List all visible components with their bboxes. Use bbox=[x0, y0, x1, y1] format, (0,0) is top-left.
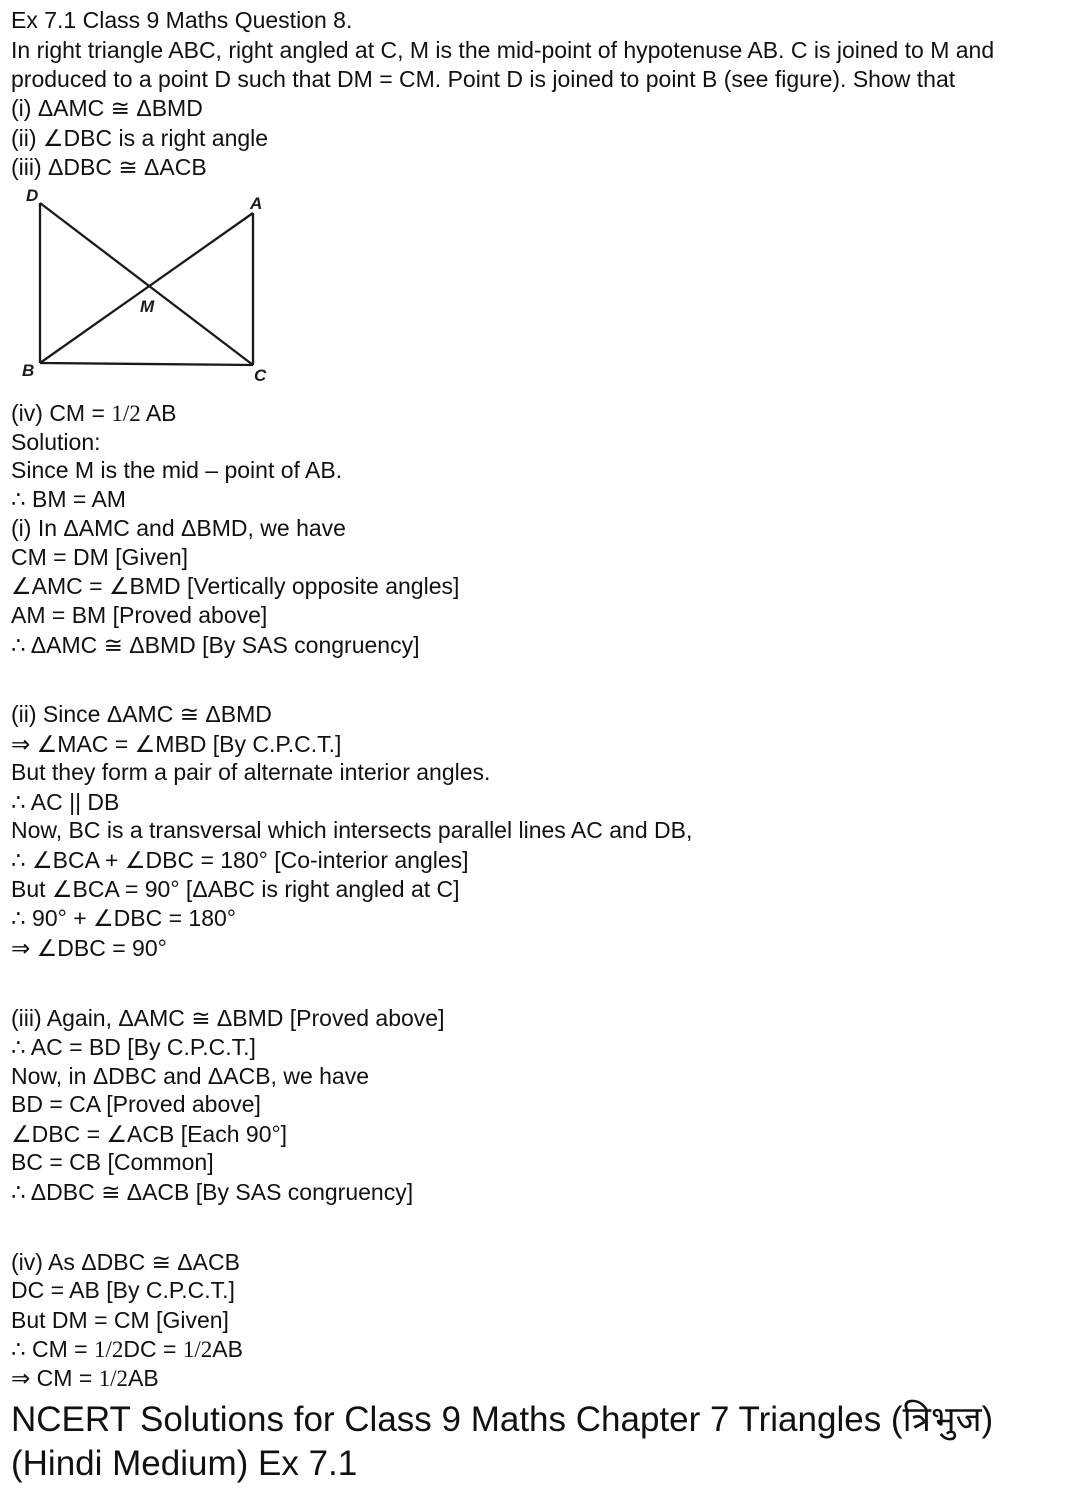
question-part-4: (iv) CM = 1/2 AB bbox=[11, 400, 177, 426]
solution-line: ∴ 90° + ∠DBC = 180° bbox=[11, 905, 236, 931]
solution-line: Since M is the mid – point of AB. bbox=[11, 457, 343, 483]
solution-line: (i) In ΔAMC and ΔBMD, we have bbox=[11, 515, 346, 541]
solution-line: ⇒ ∠DBC = 90° bbox=[11, 935, 167, 961]
label-c: C bbox=[254, 366, 267, 385]
label-b: B bbox=[22, 361, 35, 380]
solution-line: But DM = CM [Given] bbox=[11, 1307, 229, 1333]
solution-line: ∠AMC = ∠BMD [Vertically opposite angles] bbox=[11, 573, 460, 599]
solution-line: CM = DM [Given] bbox=[11, 544, 189, 570]
solution-heading: Solution: bbox=[11, 429, 101, 455]
question-part-3: (iii) ΔDBC ≅ ΔACB bbox=[11, 154, 207, 180]
question-statement-line-2: produced to a point D such that DM = CM. Point D is joined to point B (see figure). Show that bbox=[11, 66, 956, 92]
solution-line: ∴ AC || DB bbox=[11, 789, 120, 815]
label-d: D bbox=[26, 186, 39, 205]
triangle-figure bbox=[14, 183, 284, 388]
solution-line: Now, BC is a transversal which intersects parallel lines AC and DB, bbox=[11, 817, 693, 843]
question-statement-line-1: In right triangle ABC, right angled at C, M is the mid-point of hypotenuse AB. C is joined to M and bbox=[11, 37, 995, 63]
solution-line: But they form a pair of alternate interior angles. bbox=[11, 759, 491, 785]
question-part-1: (i) ΔAMC ≅ ΔBMD bbox=[11, 95, 203, 121]
solution-line: (iii) Again, ΔAMC ≅ ΔBMD [Proved above] bbox=[11, 1005, 445, 1031]
solution-line: ∴ BM = AM bbox=[11, 486, 126, 512]
solution-line: Now, in ΔDBC and ΔACB, we have bbox=[11, 1063, 369, 1089]
label-m: M bbox=[140, 297, 155, 316]
line-bc bbox=[40, 363, 253, 365]
label-a: A bbox=[250, 194, 263, 213]
solution-line: DC = AB [By C.P.C.T.] bbox=[11, 1277, 235, 1303]
question-part-2: (ii) ∠DBC is a right angle bbox=[11, 125, 269, 151]
solution-line: ∴ CM = 1/2DC = 1/2AB bbox=[11, 1336, 243, 1362]
solution-line: ∴ ΔAMC ≅ ΔBMD [By SAS congruency] bbox=[11, 632, 420, 658]
question-title: Ex 7.1 Class 9 Maths Question 8. bbox=[11, 7, 353, 33]
footer-link-line-1[interactable]: NCERT Solutions for Class 9 Maths Chapter 7 Triangles (त्रिभुज) bbox=[11, 1400, 994, 1439]
solution-line: ∴ ΔDBC ≅ ΔACB [By SAS congruency] bbox=[11, 1179, 414, 1205]
solution-line: ∴ ∠BCA + ∠DBC = 180° [Co-interior angles] bbox=[11, 847, 469, 873]
solution-line: ∴ AC = BD [By C.P.C.T.] bbox=[11, 1034, 256, 1060]
solution-line: But ∠BCA = 90° [ΔABC is right angled at C] bbox=[11, 876, 460, 902]
solution-line: ⇒ ∠MAC = ∠MBD [By C.P.C.T.] bbox=[11, 731, 342, 757]
solution-line: ∠DBC = ∠ACB [Each 90°] bbox=[11, 1121, 288, 1147]
solution-line: (iv) As ΔDBC ≅ ΔACB bbox=[11, 1249, 240, 1275]
solution-line: (ii) Since ΔAMC ≅ ΔBMD bbox=[11, 701, 272, 727]
solution-line: BD = CA [Proved above] bbox=[11, 1091, 261, 1117]
solution-line: AM = BM [Proved above] bbox=[11, 602, 268, 628]
footer-link-line-2[interactable]: (Hindi Medium) Ex 7.1 bbox=[11, 1444, 358, 1483]
solution-line: BC = CB [Common] bbox=[11, 1149, 214, 1175]
solution-line: ⇒ CM = 1/2AB bbox=[11, 1365, 159, 1391]
